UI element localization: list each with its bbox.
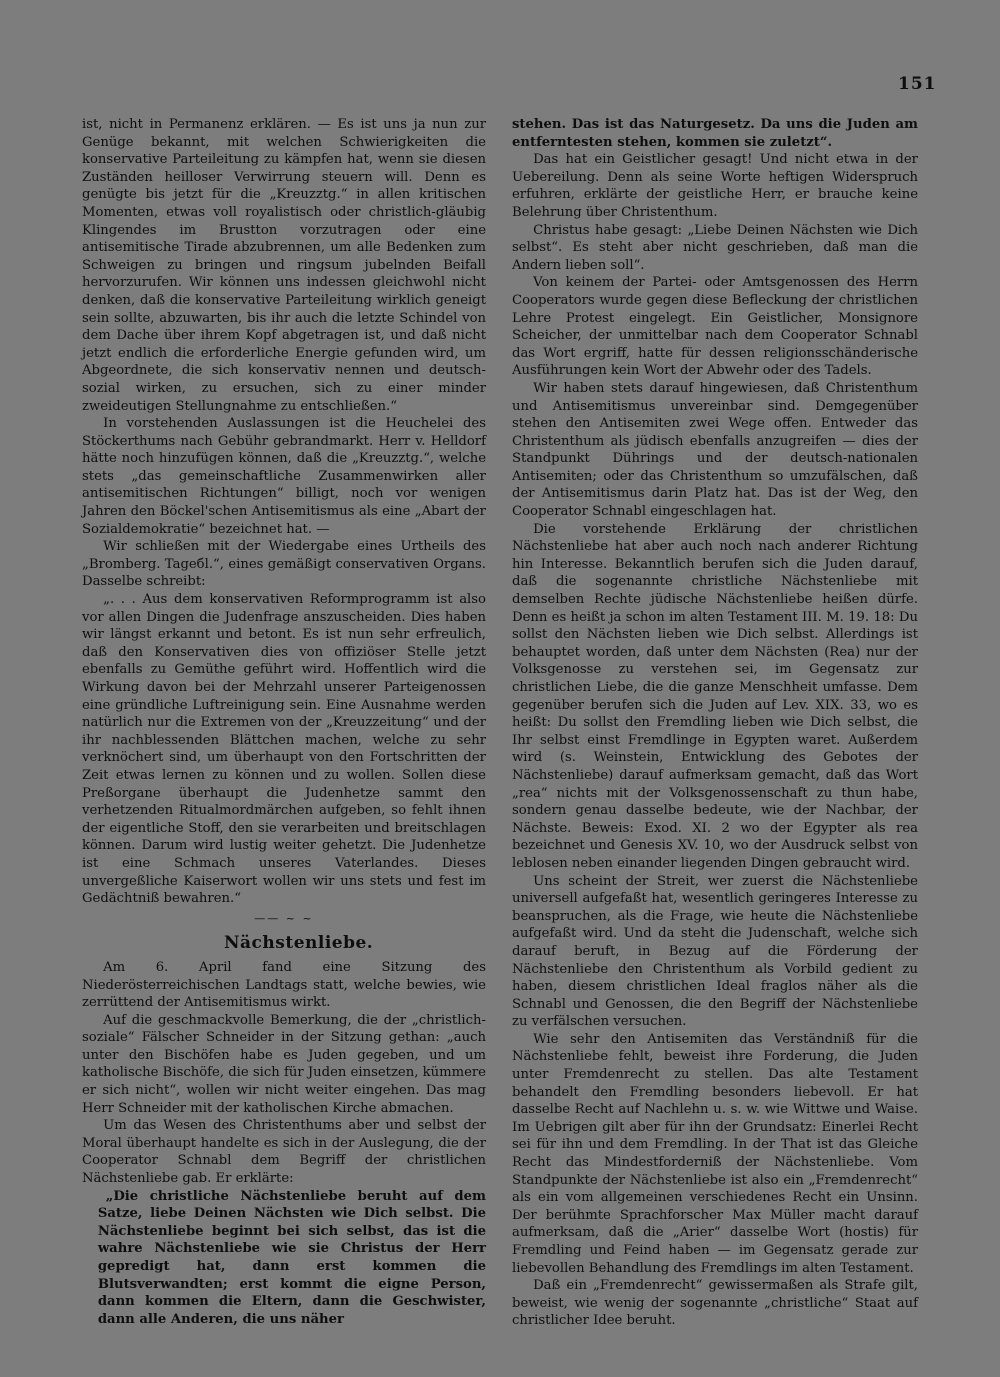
paragraph: Am 6. April fand eine Sitzung des Niederösterreichischen Landtags statt, welche bewies, wie zerrüttend der Antisemitismus wirkt. — [82, 959, 486, 1011]
paragraph: Wir schließen mit der Wiedergabe eines Urtheils des „Bromberg. Tageбl.“, eines gemäßigt conservativen Organs. Dasselbe schreibt: — [82, 539, 486, 590]
paragraph: In vorstehenden Auslassungen ist die Heuchelei des Stöckerthums nach Gebühr gebrandmarkt. Herr v. Helldorf hätte noch hinzufügen können, daß die „Kreuzztg.“, welche stets „das gemeinschaftliche Zusammenwirken aller antisemitischen Richtungen“ billigt, noch vor wenigen Jahren den Böckel'schen Antisemitismus als eine „Abart der Sozialdemokratie“ bezeichnet hat. — — [82, 416, 486, 537]
right-column — [512, 116, 918, 1330]
paragraph: Wie sehr den Antisemiten das Verständniß für die Nächstenliebe fehlt, beweist ihre Forderung, die Juden unter Fremdenrecht zu stellen. Das alte Testament behandelt den Fremdling besonders liebevoll. Er hat dasselbe Recht auf Nachlehn u. s. w. wie Wittwe und Waise. Im Uebrigen gilt aber für ihn der Grundsatz: Einerlei Recht sei für ihn und dem Fremdling. In der That ist das Gleiche Recht das Mindestforderniß der Nächstenliebe. Vom Standpunkte der Nächstenliebe ist also ein „Fremdenrecht“ als ein vom allgemeinen verschiedenes Recht ein Unsinn. Der berühmte Sprachforscher Max Müller macht darauf aufmerksam, daß die „Arier“ dasselbe Wort (hostis) für Fremdling und Feind haben — im Gegensatz gerade zur liebevollen Behandlung des Fremdlings im alten Testament. — [512, 1031, 918, 1276]
paragraph: Daß ein „Fremdenrecht“ gewissermaßen als Strafe gilt, beweist, wie wenig der sogenannte „christliche“ Staat auf christlicher Idee beruht. — [512, 1278, 918, 1329]
paragraph: Uns scheint der Streit, wer zuerst die Nächstenliebe universell aufgefaßt hat, wesentlich geringeres Interesse zu beanspruchen, als die Frage, wie heute die Nächstenliebe aufgefaßt wird. Und da steht die Judenschaft, welche sich darauf beruft, in Bezug auf die Förderung der Nächstenliebe den Christenthum als Vorbild gedient zu haben, diesem christlichen Ideal fraglos näher als die Schnabl und Genossen, die den Begriff der Nächstenliebe zu verfälschen versuchen. — [512, 873, 918, 1030]
paragraph: Christus habe gesagt: „Liebe Deinen Nächsten wie Dich selbst“. Es steht aber nicht geschrieben, daß man die Andern lieben soll“. — [512, 222, 918, 273]
paragraph: Von keinem der Partei- oder Amtsgenossen des Herrn Cooperators wurde gegen diese Befleckung der christlichen Lehre Protest eingelegt. Ein Geistlicher, Monsignore Scheicher, der unmittelbar nach dem Cooperator Schnabl das Wort ergriff, hatte für dessen religionsschänderische Ausführungen kein Wort der Abwehr oder des Tadels. — [512, 275, 918, 379]
paragraph: Wir haben stets darauf hingewiesen, daß Christenthum und Antisemitismus unvereinbar sind. Demgegenüber stehen den Antisemiten zwei Wege offen. Entweder das Christenthum als jüdisch ebenfalls anzugreifen — dies der Standpunkt Dührings und der deutsch-nationalen Antisemiten; oder das Christenthum so umzufälschen, daß der Antisemitismus darin Platz hat. Das ist der Weg, den Cooperator Schnabl eingeschlagen hat. — [512, 380, 918, 520]
paragraph: ist, nicht in Permanenz erklären. — Es ist uns ja nun zur Genüge bekannt, mit welchen Schwierigkeiten die konservative Parteileitung zu kämpfen hat, wenn sie diesen Zuständen heilloser Verwirrung steuern will. Denn es genügte bis jetzt für die „Kreuzztg.“ in allen kritischen Momenten, etwas voll royalistisch oder christlich-gläubig Klingendes im Brustton vorzutragen oder eine antisemitische Tirade abzubrennen, um alle Bedenken zum Schweigen zu bringen und ringsum jubelnden Beifall hervorzurufen. Wir können uns indessen gleichwohl nicht denken, daß die konservative Parteileitung wirklich geneigt sein sollte, abzuwarten, bis ihr auch die letzte Schindel von dem Dache über ihrem Kopf abgetragen ist, und daß nicht jetzt endlich die erforderliche Energie gefunden wird, um Abgeordnete, die sich konservativ nennen und deutsch-sozial wirken, zu ersuchen, sich zu einer minder zweideutigen Stellungnahme zu entschließen.“ — [82, 117, 486, 414]
paragraph: Um das Wesen des Christenthums aber und selbst der Moral überhaupt handelte es sich in der Auslegung, die der Cooperator Schnabl dem Begriff der christlichen Nächstenliebe gab. Er erklärte: — [82, 1118, 486, 1187]
bold-quote: „Die christliche Nächstenliebe beruht auf dem Satze, liebe Deinen Nächsten wie Dich selbst. Die Nächstenliebe beginnt bei sich selbst, das ist die wahre Nächstenliebe wie sie Christus der Herr gepredigt hat, dann erst kommen die Blutsverwandten; erst kommt die eigne Person, dann kommen die Eltern, dann die Geschwister, dann alle Anderen, die uns näher — [97, 1188, 486, 1327]
quote-paragraph: „. . . Aus dem konservativen Reformprogramm ist also vor allen Dingen die Judenfrage anszuscheiden. Dies haben wir längst erkannt und betont. Es ist nun sehr erfreulich, daß den Konservativen dies von offiziöser Stelle jetzt ebenfalls zu Gemüthe geführt wird. Hoffentlich wird die Wirkung davon bei der Mehrzahl unserer Parteigenossen eine gründliche Luftreinigung sein. Eine Ausnahme werden natürlich nur die Extremen von der „Kreuzzeitung“ und der ihr nachblessenden Blättchen machen, welche zu sehr verknöchert sind, um überhaupt von den Fortschritten der Zeit etwas lernen zu können und zu wollen. Sollen diese Preßorgane überhaupt die Judenhetze sammt den verhetzenden Ritualmordmärchen aufgeben, so fehlt ihnen der eigentliche Stoff, den sie verarbeiten und breitschlagen können. Darum wird lustig weiter gehetzt. Die Judenhetze ist eine Schmach unseres Vaterlandes. Dieses unvergeßliche Kaiserwort wollen wir uns stets und fest im Gedächtniß bewahren.“ — [82, 592, 486, 907]
paragraph: Das hat ein Geistlicher gesagt! Und nicht etwa in der Uebereilung. Denn als seine Worte heftigen Widerspruch erfuhren, erklärte der geistliche Herr, er brauche keine Belehrung über Christenthum. — [512, 152, 918, 220]
section-separator: —— ~ ~ — [254, 911, 314, 925]
paragraph: Die vorstehende Erklärung der christlichen Nächstenliebe hat aber auch noch nach anderer Richtung hin Interesse. Bekanntlich berufen sich die Juden darauf, daß die sogenannte christliche Nächstenliebe mit demselben Rechte jüdische Nächstenliebe heißen dürfe. Denn es heißt ja schon im alten Testament III. M. 19. 18: Du sollst den Nächsten lieben wie Dich selbst. Allerdings ist behauptet worden, daß unter dem Nächsten (Rea) nur der Volksgenosse zu verstehen sei, im Gegensatz zur christlichen Liebe, die die ganze Menschheit umfasse. Dem gegenüber berufen sich die Juden auf Lev. XIX. 33, wo es heißt: Du sollst den Fremdling lieben wie Dich selbst, die Ihr selbst einst Fremdlinge in Egypten waret. Außerdem wird (s. Weinstein, Entwicklung des Gebotes der Nächstenliebe) darauf aufmerksam gemacht, daß das Wort „rea“ nichts mit der Volksgenossenschaft zu thun habe, sondern genau dasselbe bedeute, wie der Nachbar, der Nächste. Beweis: Exod. XI. 2 wo der Egypter als rea bezeichnet und Genesis XV. 10, wo der Ausdruck selbst von leblosen neben einander liegenden Dingen gebraucht wird. — [512, 521, 918, 871]
paragraph: Auf die geschmackvolle Bemerkung, die der „christlich-soziale“ Fälscher Schneider in der Sitzung gethan: „auch unter den Bischöfen habe es Juden gegeben, und um katholische Bischöfe, die sich für Juden einsetzen, kümmere er sich nicht“, wollen wir nicht weiter eingehen. Das mag Herr Schneider mit der katholischen Kirche abmachen. — [82, 1012, 486, 1116]
left-column — [82, 116, 486, 1328]
page-number: 151 — [898, 74, 937, 94]
bold-quote-continuation: stehen. Das ist das Naturgesetz. Da uns die Juden am entferntesten stehen, kommen sie zuletzt“. — [512, 117, 918, 150]
section-heading: Nächstenliebe. — [224, 933, 374, 954]
